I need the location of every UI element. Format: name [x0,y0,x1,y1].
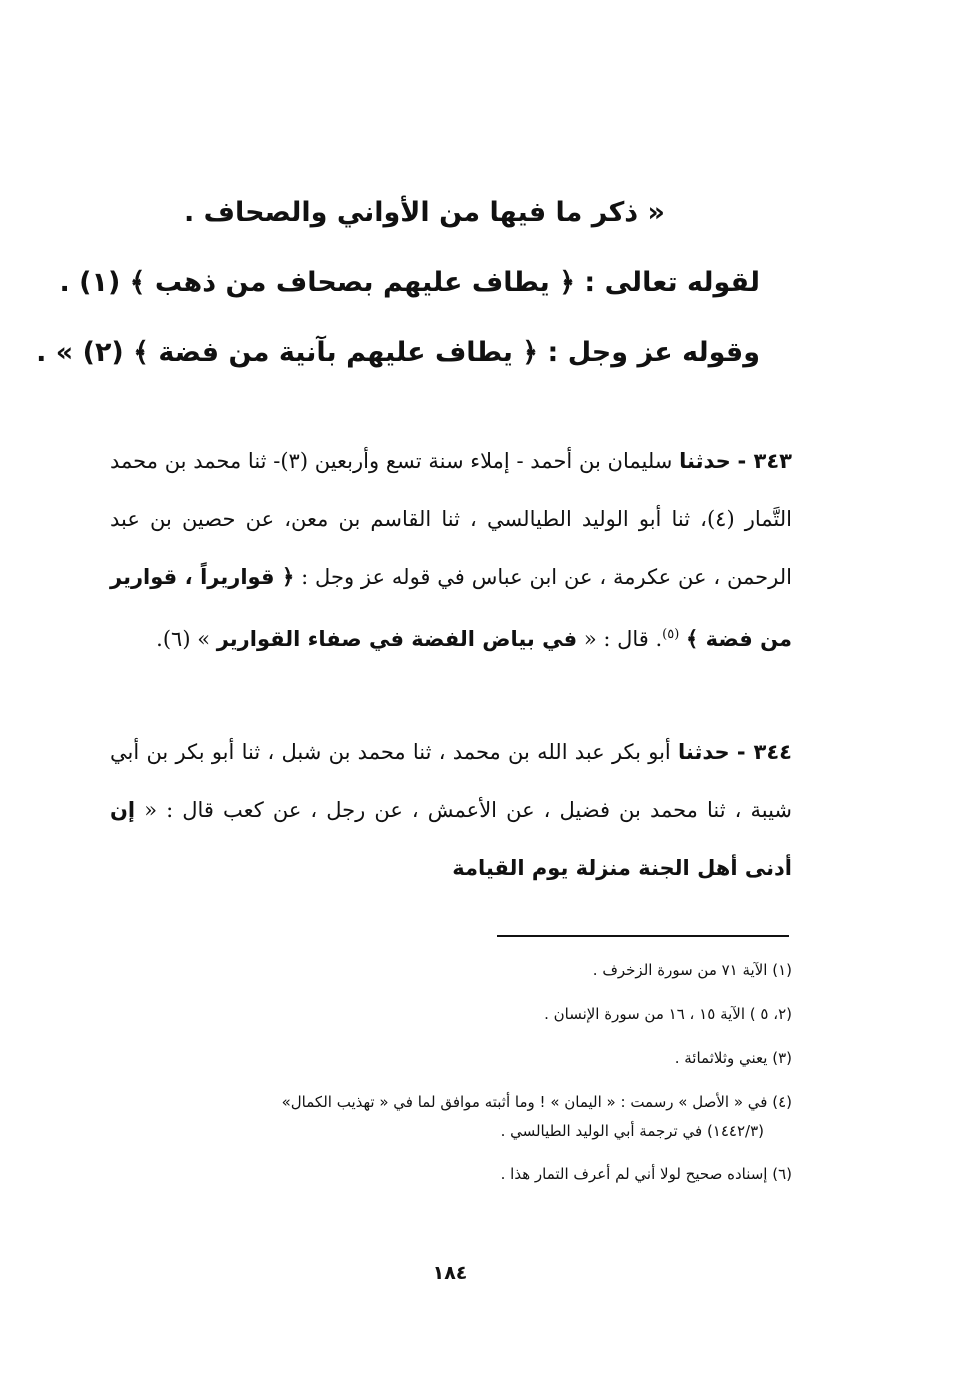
qala-text: . قال : « [583,627,663,651]
quran-quote: ﴿ قواريراً ، قوارير من فضة ﴾ [110,565,792,651]
footnotes [110,948,792,1196]
footnote-divider [497,935,789,937]
heading-line-1: « ذكر ما فيها من الأواني والصحاف . [184,197,665,228]
page-number: ١٨٤ [432,1262,468,1284]
footnote-6: (٦) إسناده صحيح لولا أني لم أعرف التمار هذا . [500,1165,792,1183]
footnote-4: (٤) في « الأصل » رسمت : « اليمان » ! وما أثبته موافق لما في « تهذيب الكمال» [281,1093,792,1111]
hadith-lead: حدثنا [679,449,731,473]
hadith-answer: في بياض الفضة في صفاء القوارير [216,627,578,651]
hadith-343 [110,432,792,668]
hadith-number: ٣٤٤ - [736,740,792,764]
closing-text: » (٦). [156,627,211,651]
footnote-ref: (٥) [662,627,680,642]
hadith-lead: حدثنا [678,740,730,764]
heading-line-3: وقوله عز وجل : ﴿ يطاف عليهم بآنية من فضة ﴾ (٢) » . [36,337,760,368]
hadith-matn: إن أدنى أهل الجنة منزلة يوم القيامة [110,798,792,880]
footnote-1: (١) الآية ٧١ من سورة الزخرف . [592,961,792,979]
isnad-text: سليمان بن أحمد - إملاء سنة تسع وأربعين (٣)- ثنا محمد بن محمد التَّمار (٤)، ثنا أبو الوليد الطيالسي ، ثنا القاسم بن معن، عن حصين بن عبد الرحمن ، عن عكرمة ، عن ابن عباس في قوله عز وجل : [110,449,792,589]
footnote-2-5: (٢، ٥ ) الآية ١٥ ، ١٦ من سورة الإنسان . [544,1005,792,1023]
footnote-3: (٣) يعني وثلاثمائة . [674,1049,792,1067]
hadith-344 [110,723,792,897]
footnote-4-continued: (١٤٤٢/٣) في ترجمة أبي الوليد الطيالسي . [500,1122,764,1140]
hadith-number: ٣٤٣ - [737,449,792,473]
chapter-heading [36,178,760,388]
isnad-text: أبو بكر عبد الله بن محمد ، ثنا محمد بن شبل ، ثنا أبو بكر بن أبي شيبة ، ثنا محمد بن فضيل ، عن الأعمش ، عن رجل ، عن كعب قال : « [110,740,792,822]
heading-line-2: لقوله تعالى : ﴿ يطاف عليهم بصحاف من ذهب ﴾ (١) . [59,267,760,298]
